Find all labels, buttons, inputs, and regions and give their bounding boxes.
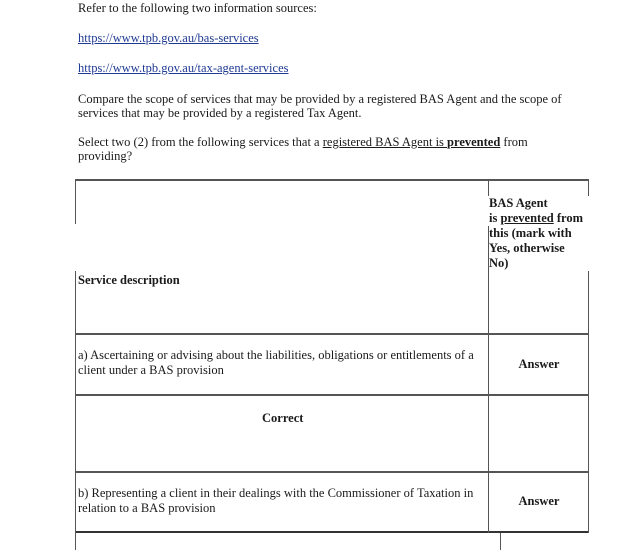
left-border — [75, 271, 76, 550]
row-a-description: a) Ascertaining or advising about the liabilities, obligations or entitlements of a client under a BAS provision — [78, 348, 474, 377]
row-divider-3 — [75, 471, 589, 473]
header-bas-agent — [489, 196, 589, 271]
header-service-description: Service description — [78, 273, 180, 287]
next-row-divider — [500, 533, 501, 550]
header-is: is — [489, 211, 501, 225]
intro-text: Refer to the following two information sources: — [78, 1, 317, 15]
compare-paragraph: Compare the scope of services that may be provided by a registered BAS Agent and the scope of services that may be provided by a registered Tax Agent. — [78, 92, 562, 120]
header-from: from — [553, 211, 583, 225]
row-feedback-correct: Correct — [262, 411, 304, 425]
question-agent: registered BAS Agent — [322, 135, 433, 149]
row-divider-2 — [75, 394, 589, 396]
row-b-description: b) Representing a client in their dealings with the Commissioner of Taxation in relation to a BAS provision — [78, 486, 474, 515]
question-post: from providing? — [78, 135, 528, 163]
question-is: is — [432, 135, 448, 149]
question-prompt — [78, 135, 558, 163]
question-prevented: prevented — [447, 135, 501, 149]
header-mark-instruction: this (mark with Yes, otherwise No) — [489, 226, 572, 270]
header-bas-agent-title: BAS Agent — [488, 196, 589, 211]
row-divider-4 — [75, 531, 589, 533]
header-prevented-line — [488, 211, 589, 226]
table-top-border — [75, 179, 589, 181]
left-border-top — [75, 179, 76, 224]
link-tax-agent-services[interactable]: https://www.tpb.gov.au/tax-agent-services — [78, 61, 289, 75]
question-pre: Select two (2) from the following services that a — [78, 135, 323, 149]
header-prevented: prevented — [500, 211, 554, 225]
link-bas-services[interactable]: https://www.tpb.gov.au/bas-services — [78, 31, 259, 45]
row-divider-1 — [75, 333, 589, 335]
row-b-answer[interactable]: Answer — [518, 494, 560, 508]
row-a-answer[interactable]: Answer — [518, 357, 560, 371]
